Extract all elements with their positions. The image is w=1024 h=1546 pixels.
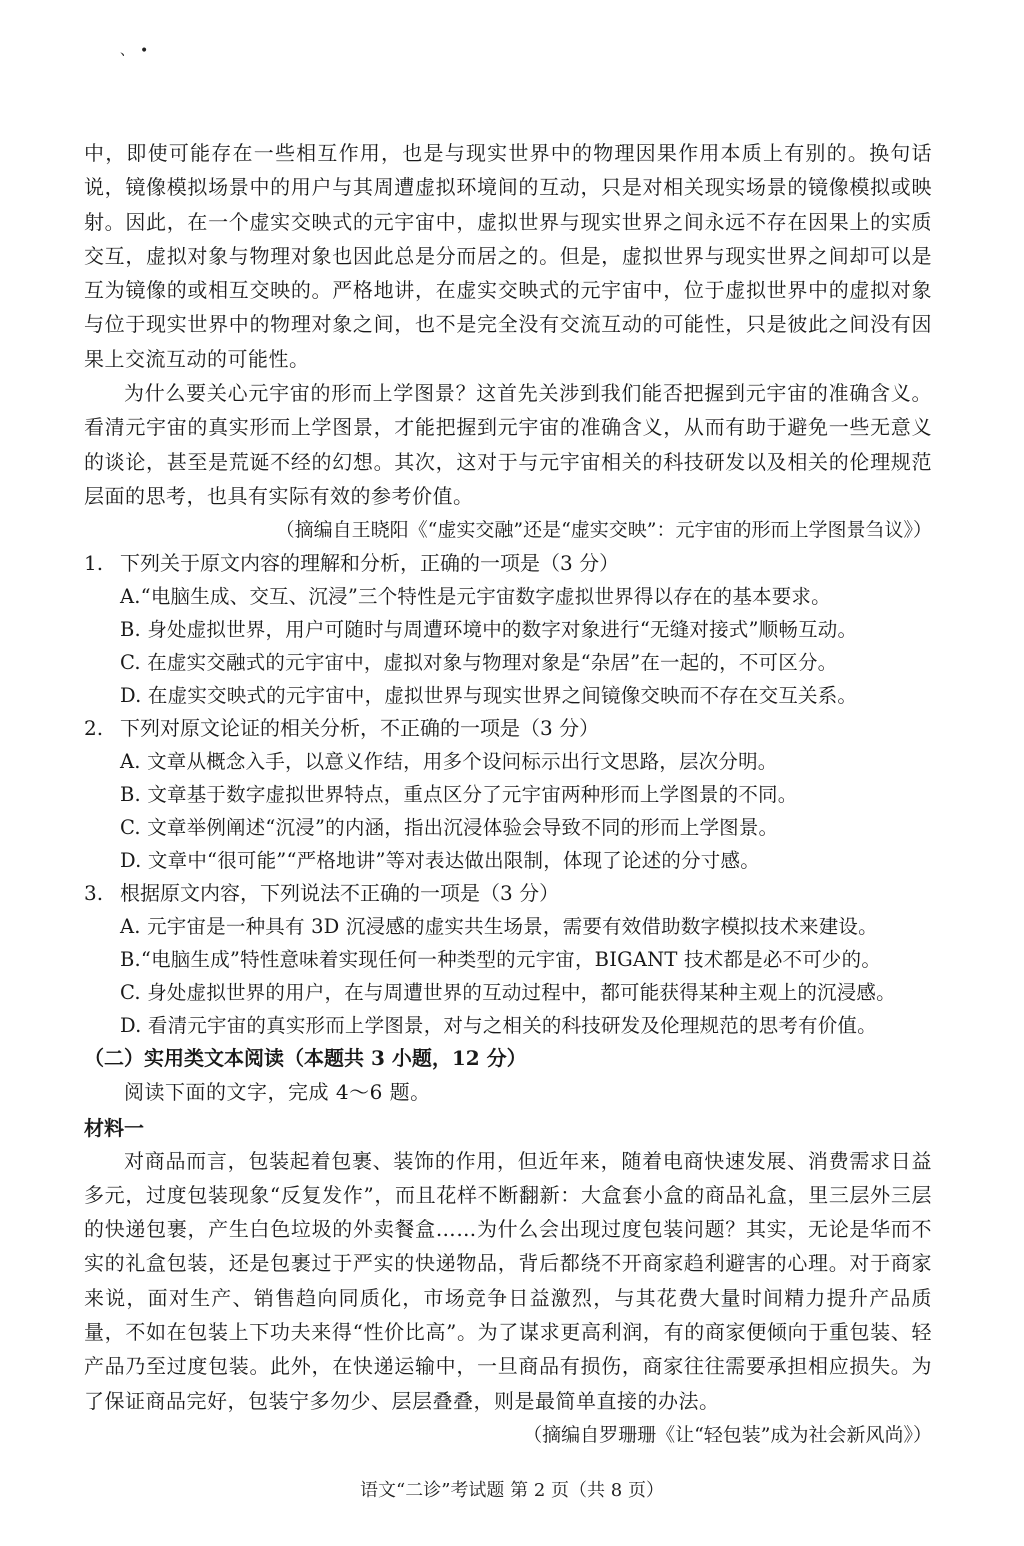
material-label: 材料一	[84, 1115, 144, 1140]
question-3	[84, 877, 932, 1042]
question-2	[84, 712, 932, 877]
option-c: C. 文章举例阐述“沉浸”的内涵，指出沉浸体验会导致不同的形而上学图景。	[120, 816, 779, 840]
material-source: （摘编自罗珊珊《让“轻包装”成为社会新风尚》）	[523, 1423, 932, 1446]
question-number: 2.	[84, 716, 104, 741]
section-instruction: 阅读下面的文字，完成 4～6 题。	[124, 1080, 431, 1105]
passage-paragraph-2: 为什么要关心元宇宙的形而上学图景？这首先关涉到我们能否把握到元宇宙的准确含义。看清元宇宙的真实形而上学图景，才能把握到元宇宙的准确含义，从而有助于避免一些无意义的谈论，甚至是荒诞不经的幻想。其次，这对于与元宇宙相关的科技研发以及相关的伦理规范层面的思考，也具有实际有效的参考价值。	[84, 381, 932, 508]
question-stem: 下列关于原文内容的理解和分析，正确的一项是（3 分）	[120, 551, 620, 576]
option-a: A. 文章从概念入手，以意义作结，用多个设问标示出行文思路，层次分明。	[120, 750, 778, 774]
question-1	[84, 547, 932, 712]
option-c: C. 身处虚拟世界的用户，在与周遭世界的互动过程中，都可能获得某种主观上的沉浸感。	[120, 981, 896, 1005]
option-b: B. 文章基于数字虚拟世界特点，重点区分了元宇宙两种形而上学图景的不同。	[120, 783, 798, 807]
page-content	[84, 136, 932, 1452]
passage-paragraph-1: 中，即使可能存在一些相互作用，也是与现实世界中的物理因果作用本质上有别的。换句话说，镜像模拟场景中的用户与其周遭虚拟环境间的互动，只是对相关现实场景的镜像模拟或映射。因此，在一个虚实交映式的元宇宙中，虚拟世界与现实世界之间永远不存在因果上的实质交互，虚拟对象与物理对象也因此总是分而居之的。但是，虚拟世界与现实世界之间却可以是互为镜像的或相互交映的。严格地讲，在虚实交映式的元宇宙中，位于虚拟世界中的虚拟对象与位于现实世界中的物理对象之间，也不是完全没有交流互动的可能性，只是彼此之间没有因果上交流互动的可能性。	[84, 141, 932, 371]
option-a: A.“电脑生成、交互、沉浸”三个特性是元宇宙数字虚拟世界得以存在的基本要求。	[120, 585, 831, 609]
option-d: D. 文章中“很可能”“严格地讲”等对表达做出限制，体现了论述的分寸感。	[120, 849, 760, 873]
question-stem: 根据原文内容，下列说法不正确的一项是（3 分）	[120, 881, 560, 906]
question-number: 1.	[84, 551, 104, 576]
option-c: C. 在虚实交融式的元宇宙中，虚拟对象与物理对象是“杂居”在一起的，不可区分。	[120, 651, 838, 675]
option-a: A. 元宇宙是一种具有 3D 沉浸感的虚实共生场景，需要有效借助数字模拟技术来建设。	[120, 915, 878, 939]
material-paragraph: 对商品而言，包装起着包裹、装饰的作用，但近年来，随着电商快速发展、消费需求日益多元，过度包装现象“反复发作”，而且花样不断翻新：大盒套小盒的商品礼盒，里三层外三层的快递包裹，产生白色垃圾的外卖餐盒……为什么会出现过度包装问题？其实，无论是华而不实的礼盒包装，还是包裹过于严实的快递物品，背后都绕不开商家趋利避害的心理。对于商家来说，面对生产、销售趋向同质化，市场竞争日益激烈，与其花费大量时间精力提升产品质量，不如在包装上下功夫来得“性价比高”。为了谋求更高利润，有的商家便倾向于重包装、轻产品乃至过度包装。此外，在快递运输中，一旦商品有损伤，商家往往需要承担相应损失。为了保证商品完好，包装宁多勿少、层层叠叠，则是最简单直接的办法。	[84, 1148, 932, 1413]
page-footer: 语文“二诊”考试题 第 2 页（共 8 页）	[360, 1480, 664, 1501]
option-b: B.“电脑生成”特性意味着实现任何一种类型的元宇宙，BIGANT 技术都是必不可少的。	[120, 948, 882, 972]
option-d: D. 看清元宇宙的真实形而上学图景，对与之相关的科技研发及伦理规范的思考有价值。	[120, 1014, 877, 1038]
question-number: 3.	[84, 881, 104, 906]
option-d: D. 在虚实交映式的元宇宙中，虚拟世界与现实世界之间镜像交映而不存在交互关系。	[120, 684, 858, 708]
corner-mark: 、•	[120, 43, 155, 59]
section-title: （二）实用类文本阅读（本题共 3 小题，12 分）	[84, 1046, 527, 1071]
option-b: B. 身处虚拟世界，用户可随时与周遭环境中的数字对象进行“无缝对接式”顺畅互动。	[120, 618, 858, 642]
question-stem: 下列对原文论证的相关分析，不正确的一项是（3 分）	[120, 716, 600, 741]
passage-source: （摘编自王晓阳《“虚实交融”还是“虚实交映”：元宇宙的形而上学图景刍议》）	[275, 519, 932, 542]
